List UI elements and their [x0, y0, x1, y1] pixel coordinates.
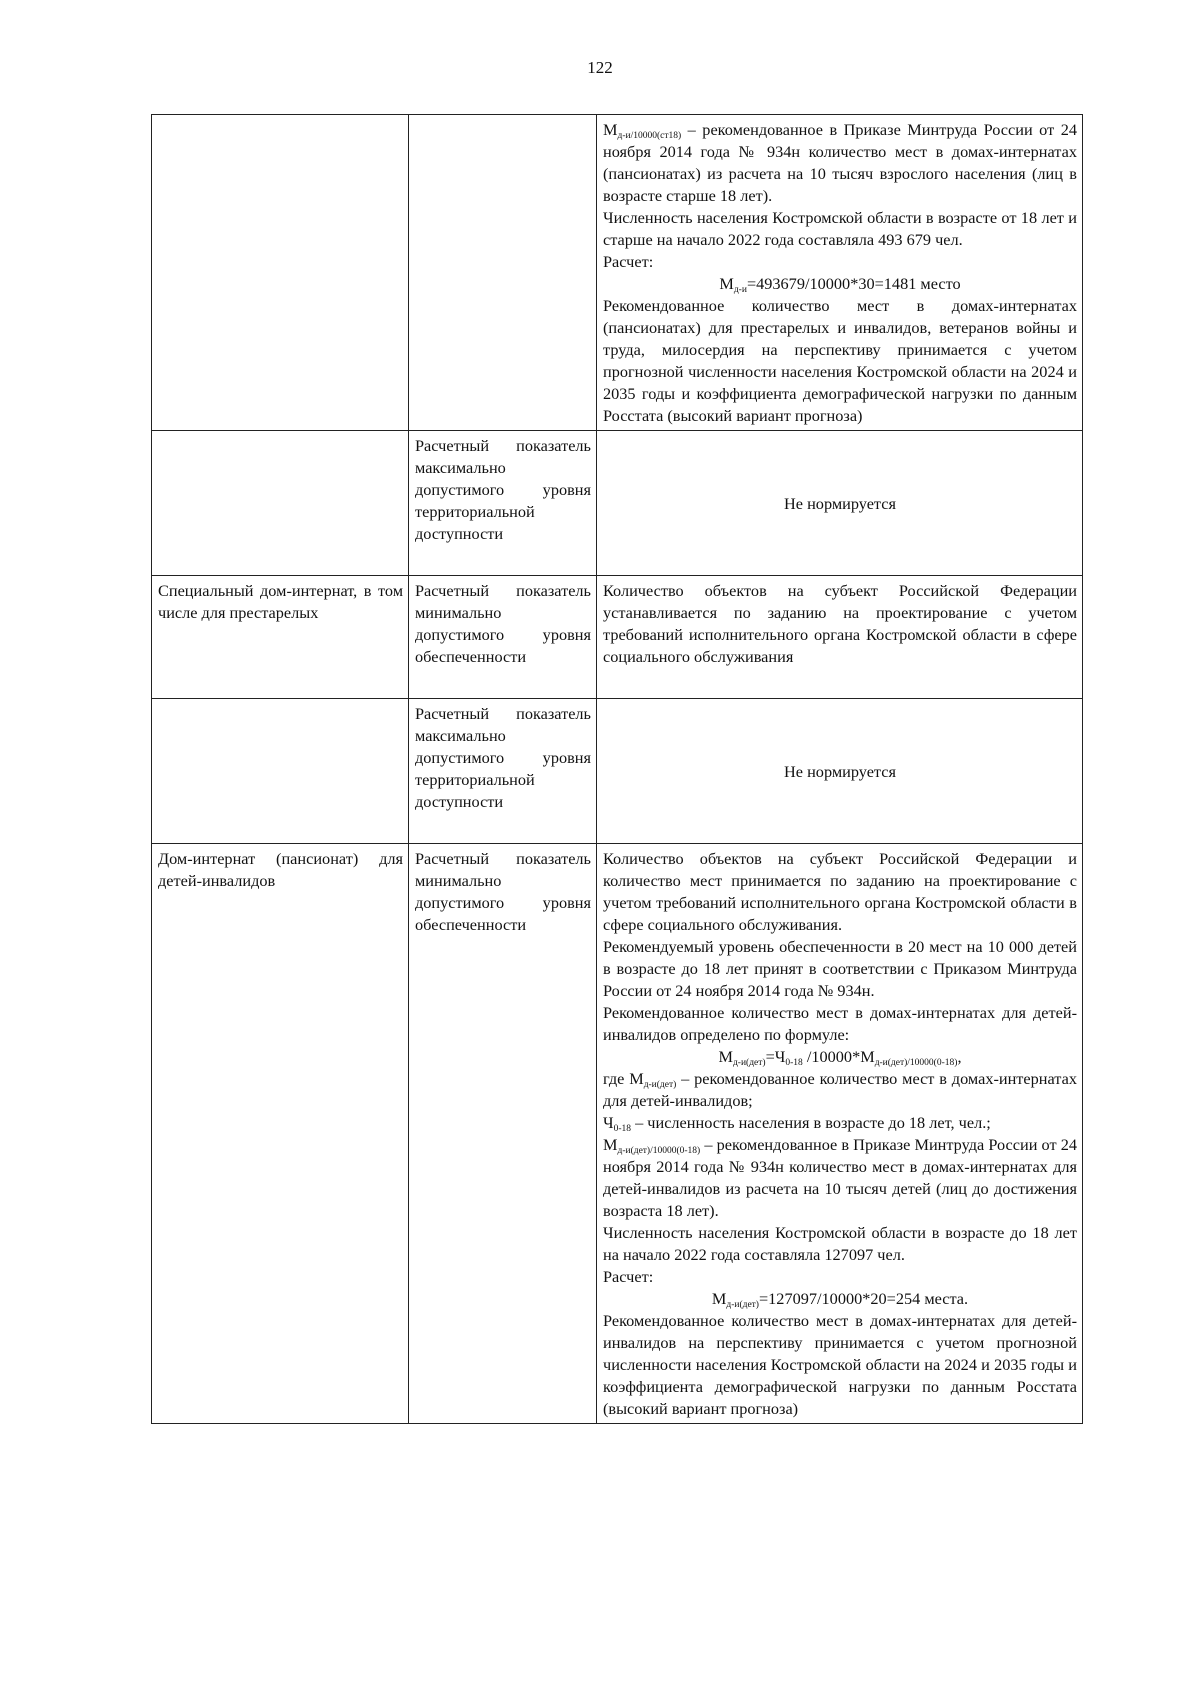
- paragraph: Рекомендуемый уровень обеспеченности в 20 мест на 10 000 детей в возрасте до 18 лет принят в соответствии с Приказом Минтруда России от 24 ноября 2014 года № 934н.: [603, 937, 1077, 1000]
- paragraph: Рекомендованное количество мест в домах-интернатах для детей-инвалидов на перспективу принимается с учетом прогнозной численности населения Костромской области на 2024 и 2035 годы и коэффициента демографической нагрузки по данным Росстата (высокий вариант прогноза): [603, 1311, 1077, 1418]
- indicator-cell: Расчетный показатель максимально допустимого уровня территориальной доступности: [409, 699, 597, 844]
- table-row: [152, 431, 1083, 576]
- object-cell: Дом-интернат (пансионат) для детей-инвалидов: [152, 844, 409, 1424]
- calc-label: Расчет:: [603, 1267, 654, 1286]
- indicator-cell: Расчетный показатель максимально допустимого уровня территориальной доступности: [409, 431, 597, 576]
- object-cell: [152, 431, 409, 576]
- table-row: [152, 844, 1083, 1424]
- value-cell: Не нормируется: [597, 699, 1083, 844]
- recommendation-text: Рекомендованное количество мест в домах-интернатах (пансионатах) для престарелых и инвалидов, ветеранов войны и труда, милосердия на перспективу принимается с учетом прогнозной численности населения Костромской области на 2024 и 2035 годы и коэффициента демографической нагрузки по данным Росстата (высокий вариант прогноза): [603, 296, 1077, 425]
- object-cell: [152, 115, 409, 431]
- paragraph: Численность населения Костромской области в возрасте до 18 лет на начало 2022 года составляла 127097 чел.: [603, 1223, 1077, 1264]
- paragraph: Количество объектов на субъект Российской Федерации и количество мест принимается по заданию на проектирование с учетом требований исполнительного органа Костромской области в сфере социального обслуживания.: [603, 849, 1077, 934]
- population-text: Численность населения Костромской области в возрасте от 18 лет и старше на начало 2022 года составляла 493 679 чел.: [603, 208, 1077, 249]
- symbol-definition: $Ч_{0-18}$ – численность населения в возрасте до 18 лет, чел.;: [603, 1113, 991, 1134]
- formula: $М_{д-и(дет)}=127097/10000*20=254$ места.: [711, 1289, 969, 1310]
- indicator-cell: Расчетный показатель минимально допустимого уровня обеспеченности: [409, 844, 597, 1424]
- table-row: [152, 576, 1083, 699]
- formula: $М_{д-и(дет)}=Ч_{0-18}$ $/10000*М_{д-и(дет)/10000(0-18)}$,: [718, 1047, 962, 1068]
- symbol-definition: $М_{д-и/10000(ст18)}$ – рекомендованное в Приказе Минтруда России от 24 ноября 2014 года № 934н количество мест в домах-интернатах (пансионатах) из расчета на 10 тысяч взрослого населения (лиц в возрасте старше 18 лет).: [603, 120, 1077, 205]
- page-number: 122: [587, 58, 613, 77]
- symbol-definition: $М_{д-и(дет)/10000(0-18)}$ – рекомендованное в Приказе Минтруда России от 24 ноября 2014 года № 934н количество мест в домах-интернатах для детей-инвалидов из расчета на 10 тысяч детей (лиц до достижения возраста 18 лет).: [603, 1135, 1077, 1220]
- table-row: [152, 699, 1083, 844]
- formula: $М_{д-и}=493679/10000*30=1481$ место: [719, 274, 961, 295]
- indicator-cell: Расчетный показатель минимально допустимого уровня обеспеченности: [409, 576, 597, 699]
- object-cell: Специальный дом-интернат, в том числе для престарелых: [152, 576, 409, 699]
- calc-label: Расчет:: [603, 252, 654, 271]
- value-cell: Количество объектов на субъект Российской Федерации устанавливается по заданию на проектирование с учетом требований исполнительного органа Костромской области в сфере социального обслуживания: [597, 576, 1083, 699]
- table-row: [152, 115, 1083, 431]
- object-cell: [152, 699, 409, 844]
- value-cell: Не нормируется: [597, 431, 1083, 576]
- symbol-definition: где $М_{д-и(дет)}$ – рекомендованное количество мест в домах-интернатах для детей-инвалидов;: [603, 1069, 1077, 1110]
- norms-table: [151, 114, 1083, 1424]
- paragraph: Рекомендованное количество мест в домах-интернатах для детей-инвалидов определено по формуле:: [603, 1003, 1077, 1044]
- indicator-cell: [409, 115, 597, 431]
- value-cell: [597, 115, 1083, 431]
- value-cell: [597, 844, 1083, 1424]
